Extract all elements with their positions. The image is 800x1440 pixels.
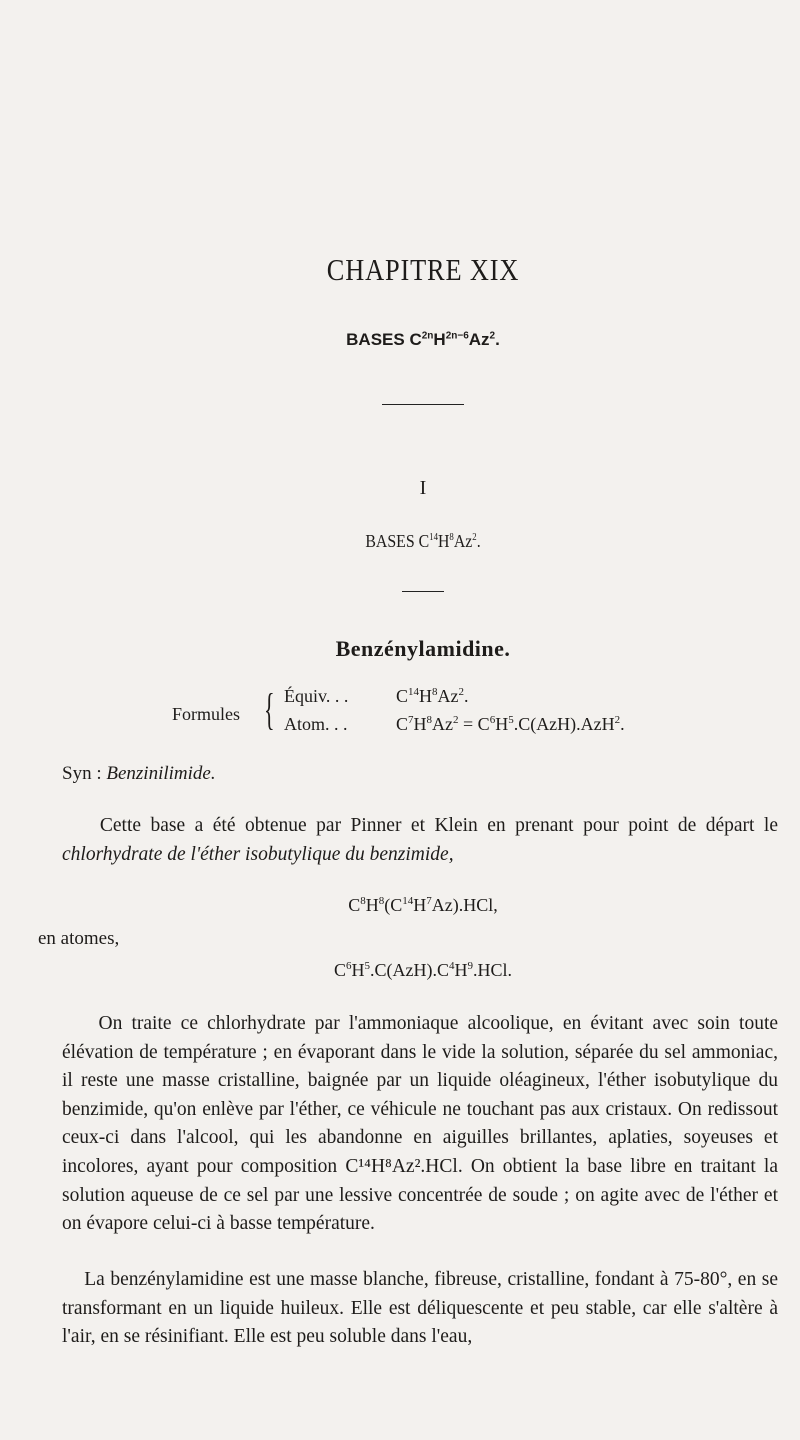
- formula-atoms: $C^6H^5.C(AzH).C^4H^9.HCl$.: [333, 960, 513, 980]
- section-numeral: I: [419, 477, 427, 499]
- separator-rule: [402, 591, 444, 592]
- paragraph-properties: La benzénylamidine est une masse blanche, fibreuse, cristalline, fondant à 75-80°, en se transformant en un liquide huileux. Elle est déliquescente et peu stable, car elle s'altère à l'air, en se résinifiant. Elle est peu soluble dans l'eau,: [62, 1269, 779, 1348]
- bases-general-title: BASES $C^{2n}H^{2n-6}Az^2$.: [346, 330, 500, 349]
- atom-formula: Atom. . . $C^7H^8Az^2 = C^6H^5.C(AzH).AzH^2$.: [284, 714, 625, 734]
- section-title: BASES $C^{14}H^8Az^2$.: [365, 531, 481, 551]
- compound-name: Benzénylamidine.: [335, 636, 511, 661]
- paragraph-preparation: On traite ce chlorhydrate par l'ammoniaque alcoolique, en évitant avec soin toute élévation de température ; en évaporant dans le vide la solution, séparée du sel ammoniac, il reste une masse cristalline, baignée par un liquide oléagineux, l'éther isobutylique du benzimide, qu'on enlève par l'éther, ce véhicule ne touchant pas aux cristaux. On redissout ceux-ci dans l'alcool, qui les abandonne en aiguilles brillantes, aplaties, soyeuses et incolores, ayant pour composition C¹⁴H⁸Az².HCl. On obtient la base libre en traitant la solution aqueuse de ce sel par une lessive concentrée de soude ; on agite avec de l'éther et on évapore celui-ci à basse température.: [62, 1013, 779, 1235]
- brace: {: [264, 685, 275, 734]
- paragraph-origin: Cette base a été obtenue par Pinner et Klein en prenant pour point de départ le chlorhydrate de l'éther isobutylique du benzimide,: [62, 815, 778, 865]
- formula-equivalents: $C^8H^8(C^{14}H^7Az).HCl$,: [348, 895, 498, 915]
- formulas-label: Formules: [172, 704, 241, 724]
- chapter-title: CHAPITRE XIX: [326, 252, 520, 287]
- separator-rule: [382, 404, 464, 405]
- equiv-formula: Équiv. . . $C^{14}H^8Az^2$.: [284, 686, 469, 706]
- synonym-name: Benzinilimide.: [106, 763, 216, 784]
- atoms-label: en atomes,: [38, 928, 120, 949]
- synonym-line: Syn : Benzinilimide.: [62, 763, 216, 784]
